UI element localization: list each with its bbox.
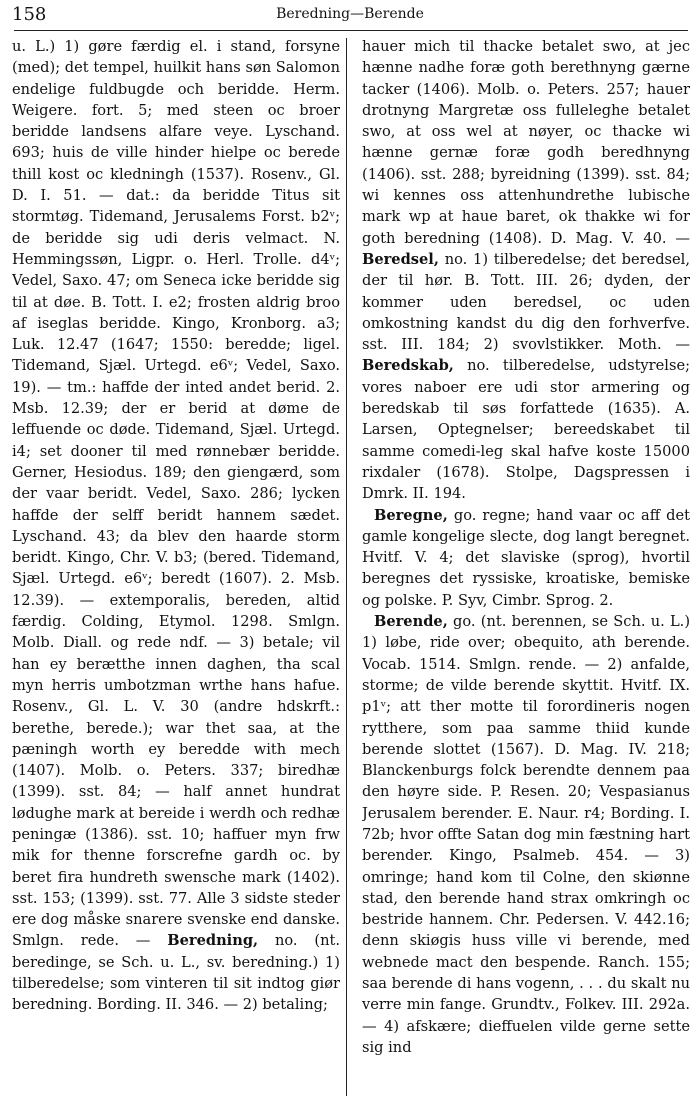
column-divider: [346, 38, 347, 1096]
entry-text: go. (nt. berennen, se Sch. u. L.) 1) løbe, ride over; obequito, ath berende. Vocab. 1514. Smlgn. rende. — 2) anfalde, storme; de vilde berende skyttit. Hvitf. IX. p1ᵛ; att ther motte til forordineris nogen rytthere, som paa samme thiid kunde berende slottet (1567). D. Mag. IV. 218; Blanckenburgs folck berendte dennem paa den høyre side. P. Resen. 20; Vespasianus Jerusalem berender. E. Naur. r4; Bording. I. 72b; hvor offte Satan dog min fæstning hart berender. Kingo, Psalmeb. 454. — 3) omringe; hand kom til Colne, den skiønne stad, den berende hand strax omkringh oc bestride hannem. Chr. Pedersen. V. 442.16; denn skiøgis huss ville vi berende, med webnede mact den bespende. Ranch. 155; saa berende di hans vogenn, . . . du skalt nu verre min fange. Grundtv., Folkev. III. 292a. — 4) afskære; dieffuelen vilde gerne sette sig ind: [362, 613, 690, 1056]
entry-paragraph: [362, 36, 690, 505]
left-column: [12, 36, 340, 1100]
header-rule: [14, 30, 688, 31]
headword: Berende,: [374, 613, 448, 631]
entry-text: go. regne; hand vaar oc aff det gamle kongelige slecte, dog langt beregnet. Hvitf. V. 4; det slaviske (sprog), hvortil beregnes det ryssiske, kroatiske, bemiske og polske. P. Syv, Cimbr. Sprog. 2.: [362, 506, 690, 609]
entry-paragraph: [12, 36, 340, 1016]
headword: Beredsel,: [362, 250, 439, 268]
running-head: Beredning—Berende: [276, 6, 424, 22]
entry-paragraph: [362, 611, 690, 1058]
entry-text: hauer mich til thacke betalet swo, at jec hænne nadhe foræ goth berethnyng gærne tacker (1406). Molb. o. Peters. 257; hauer drotnyng Margretæ oss fulleleghe betalet swo, at oss wel at nøyer, oc thacke wi hænne gernæ foræ godh beredhnyng (1406). sst. 288; byreidning (1399). sst. 84; wi kennes oss attenhundrethe lubische mark wp at haue baret, ok thakke wi for goth beredning (1408). D. Mag. V. 40. —: [362, 38, 690, 247]
entry-text: u. L.) 1) gøre færdig el. i stand, forsyne (med); det tempel, huilkit hans søn Salomon endelige fuldbugde och beridde. Herm. Weigere. fort. 5; med steen oc broer beridde landsens alfare veye. Lyschand. 693; huis de ville hinder hielpe oc berede thill kost oc kledningh (1537). Rosenv., Gl. D. I. 51. — dat.: da beridde Titus sit stormtøg. Tidemand, Jerusalems Forst. b2ᵛ; de beridde sig udi deris velmact. N. Hemmingssøn, Ligpr. o. Herl. Trolle. d4ᵛ; Vedel, Saxo. 47; om Seneca icke beridde sig til at døe. B. Tott. I. e2; frosten aldrig broo af iseglas beridde. Kingo, Kronborg. a3; Luk. 12.47 (1647; 1550: beredde; ligel. Tidemand, Sjæl. Urtegd. e6ᵛ; Vedel, Saxo. 19). — tm.: haffde der inted andet berid. 2. Msb. 12.39; der er berid at døme de leffuende oc døde. Tidemand, Sjæl. Urtegd. i4; set dooner til med rønnebær beridde. Gerner, Hesiodus. 189; den giengærd, som der vaar beridt. Vedel, Saxo. 286; lycken haffde der selff beridt hannem sædet. Lyschand. 43; da blev den haarde storm beridt. Kingo, Chr. V. b3; (bered. Tidemand, Sjæl. Urtegd. e6ᵛ; beredt (1607). 2. Msb. 12.39). — extemporalis, bereden, altid færdig. Colding, Etymol. 1298. Smlgn. Molb. Diall. og rede ndf. — 3) betale; vil han ey berætthe innen daghen, tha scal myn herris umbotzman wrthe hans hafue. Rosenv., Gl. L. V. 30 (andre hdskrft.: berethe, berede.); war thet saa, at the pæningh worth ey beredde with mech (1407). Molb. o. Peters. 337; biredhæ (1399). sst. 84; — half annet hundrat lødughe mark at bereide i werdh och redhæ peningæ (1386). sst. 10; haffuer myn frw mik for thenne forscrefne gardh oc. by beret fira hundreth swensche mark (1402). sst. 153; (1399). sst. 77. Alle 3 sidste steder ere dog måske snarere svenske end danske. Smlgn. rede. —: [12, 38, 340, 950]
page-header: [12, 4, 688, 30]
headword: Beregne,: [374, 506, 448, 524]
headword: Beredskab,: [362, 357, 454, 375]
page-number: 158: [12, 4, 47, 25]
headword: Beredning,: [167, 932, 259, 950]
entry-paragraph: [362, 505, 690, 611]
entry-text: no. (nt. beredinge, se Sch. u. L., sv. beredning.) 1) tilberedelse; som vinteren til sit indtog giør beredning. Bording. II. 346. — 2) betaling;: [12, 932, 340, 1014]
entry-text: no. tilberedelse, udstyrelse; vores naboer ere udi stor armering og beredskab til søs forfattede (1635). A. Larsen, Optegnelser; bereedskabet til samme comedi-leg skal hafve koste 15000 rixdaler (1678). Stolpe, Dagspressen i Dmrk. II. 194.: [362, 357, 690, 503]
entry-text: no. 1) tilberedelse; det beredsel, der til hør. B. Tott. III. 26; dyden, der kommer uden beredsel, oc uden omkostning kandst du dig den forhverfve. sst. III. 184; 2) svovlstikker. Moth. —: [362, 250, 690, 354]
right-column: [362, 36, 690, 1100]
